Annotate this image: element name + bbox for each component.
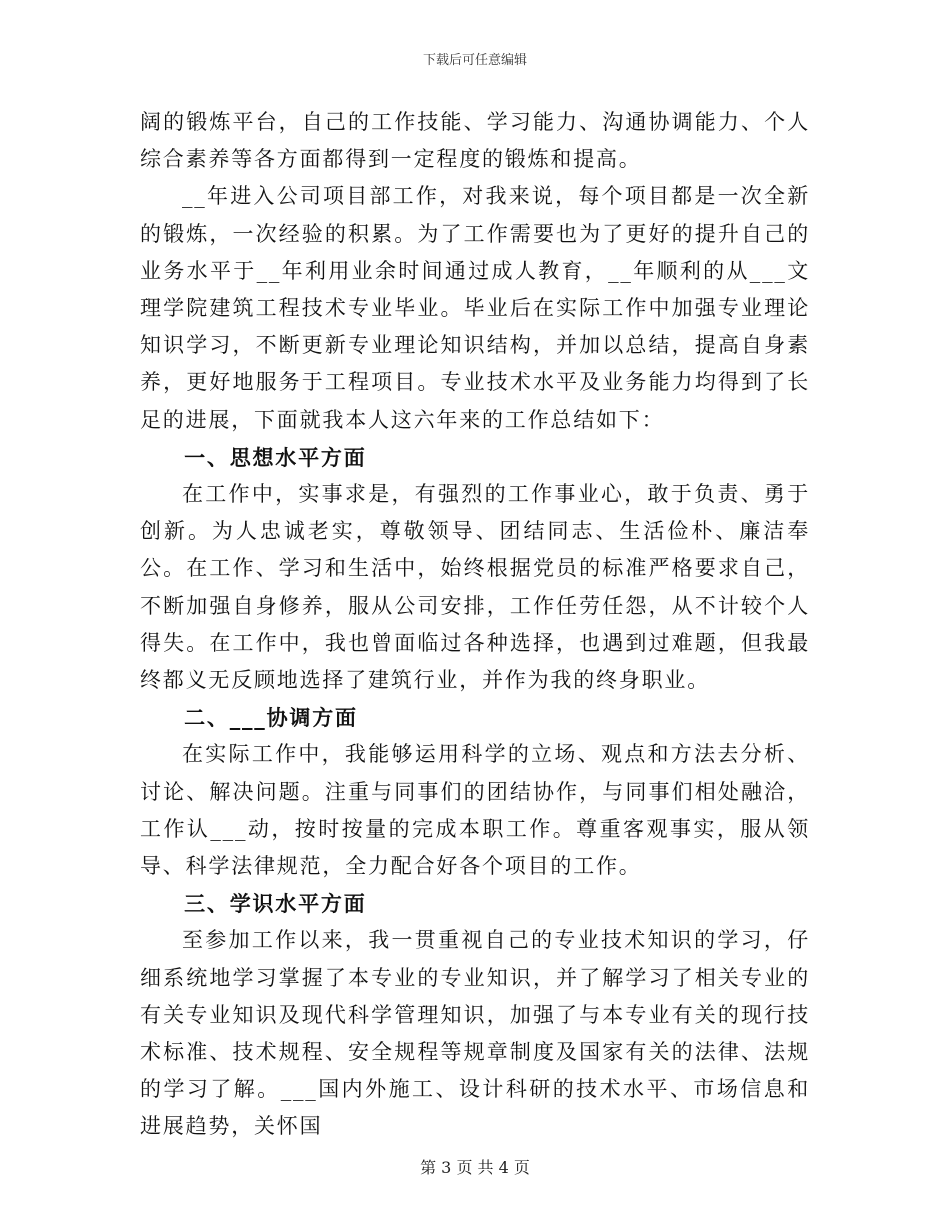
page-header-note: 下载后可任意编辑: [422, 53, 527, 68]
section-heading-coordination: 二、___协调方面: [184, 705, 358, 731]
paragraph-continuation: 阔的锻炼平台，自己的工作技能、学习能力、沟通协调能力、个人综合素养等各方面都得到一定程度的锻炼和提高。: [140, 110, 810, 172]
section-heading-knowledge: 三、学识水平方面: [184, 891, 367, 917]
paragraph-ideology: 在工作中，实事求是，有强烈的工作事业心，敢于负责、勇于创新。为人忠诚老实，尊敬领导、团结同志、生活俭朴、廉洁奉公。在工作、学习和生活中，始终根据党员的标准严格要求自己，不断加强自身修养，服从公司安排，工作任劳任怨，从不计较个人得失。在工作中，我也曾面临过各种选择，也遇到过难题，但我最终都义无反顾地选择了建筑行业，并作为我的终身职业。: [140, 482, 810, 693]
page-number-footer: 第 3 页 共 4 页: [420, 1158, 530, 1177]
paragraph-knowledge: 至参加工作以来，我一贯重视自己的专业技术知识的学习，仔细系统地学习掌握了本专业的专业知识，并了解学习了相关专业的有关专业知识及现代科学管理知识，加强了与本专业有关的现行技术标准、技术规程、安全规程等规章制度及国家有关的法律、法规的学习了解。___国内外施工、设计科研的技术水平、市场信息和进展趋势，关怀国: [140, 928, 810, 1139]
paragraph-work-history: __年进入公司项目部工作，对我来说，每个项目都是一次全新的锻炼，一次经验的积累。为了工作需要也为了更好的提升自己的业务水平于__年利用业余时间通过成人教育，__年顺利的从___文理学院建筑工程技术专业毕业。毕业后在实际工作中加强专业理论知识学习，不断更新专业理论知识结构，并加以总结，提高自身素养，更好地服务于工程项目。专业技术水平及业务能力均得到了长足的进展，下面就我本人这六年来的工作总结如下：: [140, 184, 810, 432]
section-heading-ideology: 一、思想水平方面: [184, 444, 367, 470]
document-body: [140, 104, 810, 1146]
paragraph-coordination: 在实际工作中，我能够运用科学的立场、观点和方法去分析、讨论、解决问题。注重与同事们的团结协作，与同事们相处融洽，工作认___动，按时按量的完成本职工作。尊重客观事实，服从领导、科学法律规范，全力配合好各个项目的工作。: [140, 742, 810, 879]
